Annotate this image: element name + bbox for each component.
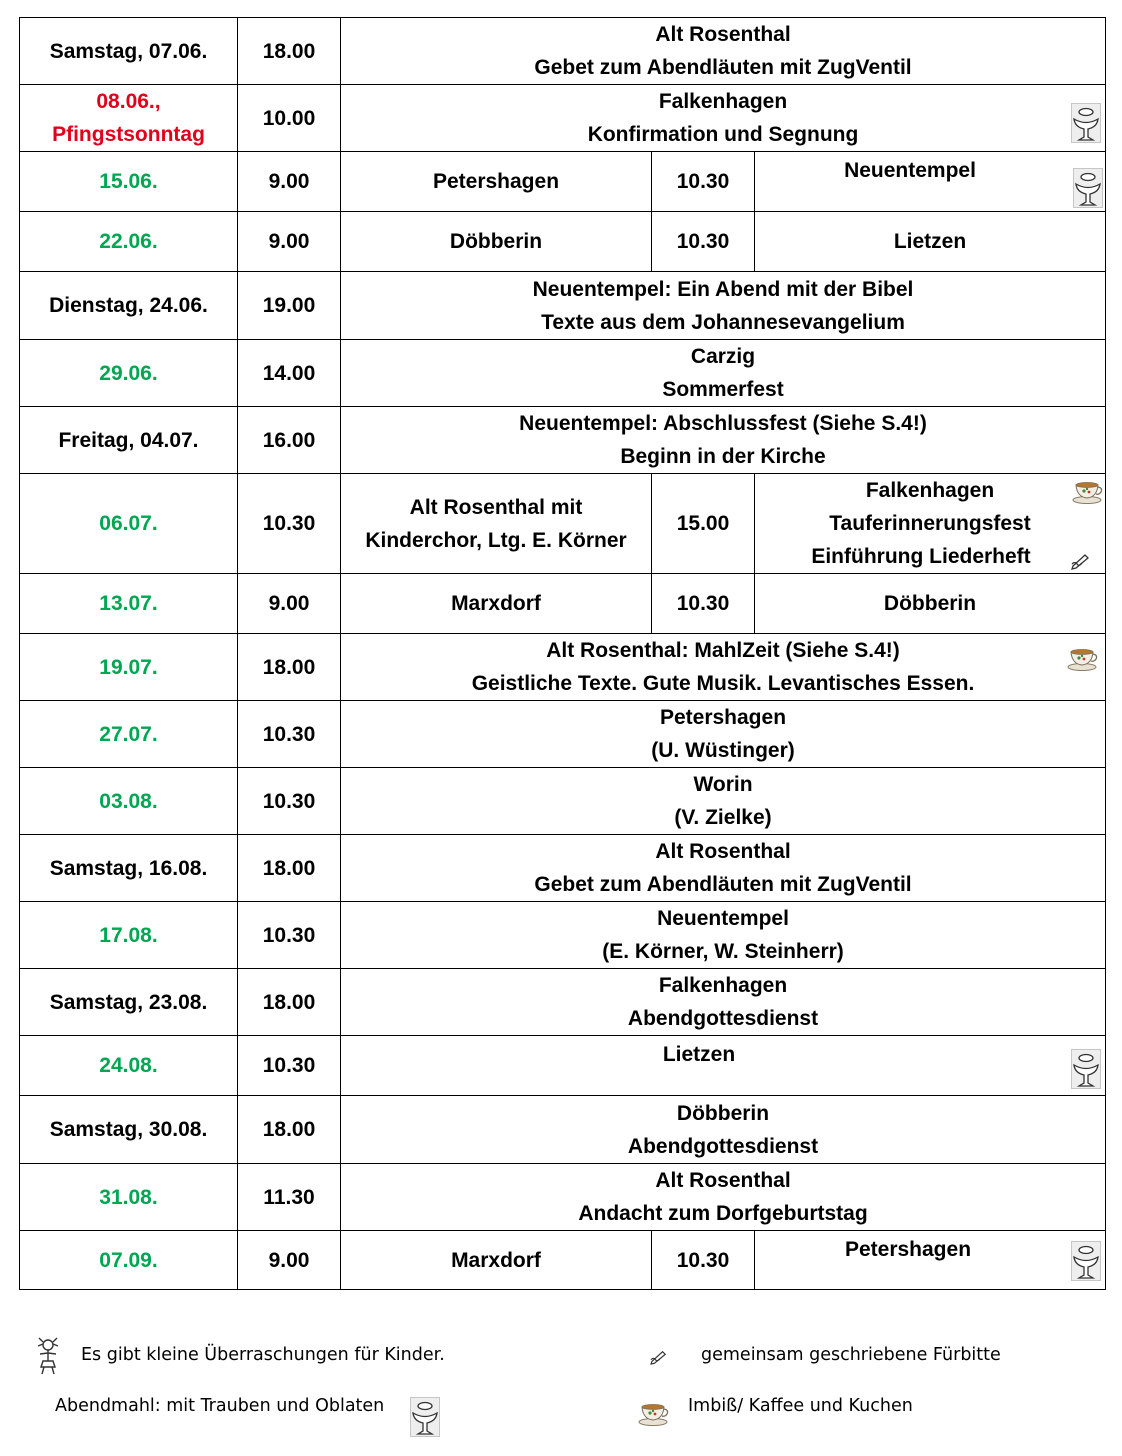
place-line: Tauferinnerungsfest (829, 512, 1031, 535)
time-cell: 10.30 (238, 474, 341, 574)
place-cell: Marxdorf (341, 1231, 652, 1290)
event-cell (341, 340, 1106, 407)
table-row (20, 902, 1106, 969)
table-row (20, 1164, 1106, 1231)
event-line: Beginn in der Kirche (620, 445, 826, 468)
place-line: Alt Rosenthal mit (409, 495, 583, 519)
table-row (20, 152, 1106, 212)
event-cell (341, 272, 1106, 340)
event-cell (341, 1096, 1106, 1164)
event-line: (V. Zielke) (674, 806, 772, 829)
event-line: Texte aus dem Johannesevangelium (541, 310, 905, 334)
time-cell: 9.00 (238, 152, 341, 212)
legend-snack-text: Imbiß/ Kaffee und Kuchen (688, 1396, 913, 1416)
event-line: Lietzen (662, 1043, 736, 1066)
table-row (20, 340, 1106, 407)
time-cell: 9.00 (238, 1231, 341, 1290)
date-line: Pfingstsonntag (52, 123, 205, 146)
communion-cup-icon (410, 1397, 440, 1437)
legend-intercession-text: gemeinsam geschriebene Fürbitte (701, 1345, 1001, 1365)
table-row (20, 1096, 1106, 1164)
time-cell: 14.00 (238, 340, 341, 407)
pen-icon (1071, 552, 1091, 570)
event-cell (341, 1036, 1106, 1096)
table-row (20, 85, 1106, 152)
date-cell: Samstag, 23.08. (20, 969, 238, 1036)
date-cell: Freitag, 04.07. (20, 407, 238, 474)
coffee-cup-icon (1067, 644, 1099, 672)
place-line: Einführung Liederheft (811, 545, 1031, 568)
date-cell: 17.08. (20, 902, 238, 969)
event-line: Geistliche Texte. Gute Musik. Levantisches Essen. (471, 672, 975, 695)
date-cell: 24.08. (20, 1036, 238, 1096)
date-cell: 03.08. (20, 768, 238, 835)
place-label: Petershagen (844, 1238, 972, 1261)
event-line: Petershagen (659, 706, 787, 729)
date-cell (20, 85, 238, 152)
time-cell: 9.00 (238, 574, 341, 634)
event-cell (341, 1164, 1106, 1231)
place-line: Kinderchor, Ltg. E. Körner (365, 528, 627, 552)
event-line: Alt Rosenthal (655, 1169, 791, 1192)
event-line: Döbberin (676, 1101, 770, 1125)
event-line: Abendgottesdienst (627, 1007, 819, 1030)
event-cell (341, 768, 1106, 835)
place-cell (755, 1231, 1106, 1290)
event-line: Carzig (690, 345, 756, 368)
place-cell: Lietzen (755, 212, 1106, 272)
date-line: 08.06., (96, 90, 161, 113)
event-line: Worin (693, 773, 753, 796)
date-cell: 31.08. (20, 1164, 238, 1231)
time-cell: 10.30 (652, 152, 755, 212)
communion-cup-icon (1073, 168, 1103, 208)
date-cell: Dienstag, 24.06. (20, 272, 238, 340)
table-row (20, 634, 1106, 701)
table-row (20, 701, 1106, 768)
place-label: Neuentempel (844, 159, 976, 182)
coffee-cup-icon (638, 1399, 670, 1427)
pen-icon (650, 1349, 668, 1365)
place-cell: Döbberin (755, 574, 1106, 634)
event-line: Gebet zum Abendläuten mit ZugVentil (534, 873, 912, 896)
date-cell: Samstag, 16.08. (20, 835, 238, 902)
event-line: (E. Körner, W. Steinherr) (602, 940, 844, 963)
communion-cup-icon (1071, 1049, 1101, 1089)
legend-children-text: Es gibt kleine Überraschungen für Kinder. (81, 1345, 445, 1365)
date-cell: 22.06. (20, 212, 238, 272)
time-cell: 9.00 (238, 212, 341, 272)
table-row (20, 474, 1106, 574)
place-cell (755, 152, 1106, 212)
event-line: Neuentempel: Abschlussfest (Siehe S.4!) (519, 412, 927, 435)
event-cell (341, 407, 1106, 474)
date-cell: 19.07. (20, 634, 238, 701)
event-cell (341, 85, 1106, 152)
worship-schedule-table (19, 17, 1106, 1290)
time-cell: 18.00 (238, 1096, 341, 1164)
time-cell: 10.30 (652, 212, 755, 272)
communion-cup-icon (1071, 1241, 1101, 1281)
date-cell: 29.06. (20, 340, 238, 407)
time-cell: 10.30 (238, 1036, 341, 1096)
time-cell: 15.00 (652, 474, 755, 574)
date-cell: Samstag, 07.06. (20, 18, 238, 85)
event-cell (341, 701, 1106, 768)
date-cell: 13.07. (20, 574, 238, 634)
event-line: Alt Rosenthal: MahlZeit (Siehe S.4!) (546, 639, 900, 662)
place-cell: Döbberin (341, 212, 652, 272)
event-line: Falkenhagen (658, 974, 788, 997)
table-row (20, 574, 1106, 634)
table-row (20, 1036, 1106, 1096)
event-line: Alt Rosenthal (655, 23, 791, 46)
table-row (20, 212, 1106, 272)
table-row (20, 407, 1106, 474)
table-row (20, 18, 1106, 85)
event-cell (341, 634, 1106, 701)
time-cell: 18.00 (238, 835, 341, 902)
time-cell: 10.30 (238, 902, 341, 969)
date-cell: 07.09. (20, 1231, 238, 1290)
table-row (20, 1231, 1106, 1290)
time-cell: 19.00 (238, 272, 341, 340)
place-cell (341, 474, 652, 574)
communion-cup-icon (1071, 103, 1101, 143)
time-cell: 11.30 (238, 1164, 341, 1231)
time-cell: 18.00 (238, 634, 341, 701)
event-line: Neuentempel (657, 907, 789, 930)
date-cell: 27.07. (20, 701, 238, 768)
time-cell: 10.30 (652, 1231, 755, 1290)
date-cell: 15.06. (20, 152, 238, 212)
time-cell: 10.30 (238, 701, 341, 768)
event-line: Falkenhagen (658, 90, 788, 113)
time-cell: 18.00 (238, 969, 341, 1036)
legend-communion-text: Abendmahl: mit Trauben und Oblaten (55, 1396, 385, 1416)
time-cell: 16.00 (238, 407, 341, 474)
date-cell: 06.07. (20, 474, 238, 574)
child-figure-icon (34, 1337, 62, 1375)
event-cell (341, 18, 1106, 85)
event-line: Andacht zum Dorfgeburtstag (578, 1202, 868, 1225)
place-line: Falkenhagen (865, 479, 995, 502)
table-row (20, 768, 1106, 835)
event-line: (U. Wüstinger) (651, 739, 795, 762)
place-cell: Petershagen (341, 152, 652, 212)
event-cell (341, 969, 1106, 1036)
time-cell: 18.00 (238, 18, 341, 85)
event-line: Sommerfest (662, 378, 784, 401)
time-cell: 10.30 (652, 574, 755, 634)
table-row (20, 835, 1106, 902)
place-cell (755, 474, 1106, 574)
event-line: Konfirmation und Segnung (587, 123, 859, 146)
event-line: Alt Rosenthal (655, 840, 791, 863)
event-line: Neuentempel: Ein Abend mit der Bibel (532, 277, 914, 301)
event-cell (341, 902, 1106, 969)
place-cell: Marxdorf (341, 574, 652, 634)
date-cell: Samstag, 30.08. (20, 1096, 238, 1164)
event-line: Abendgottesdienst (627, 1134, 819, 1158)
table-row (20, 272, 1106, 340)
event-line: Gebet zum Abendläuten mit ZugVentil (534, 56, 912, 79)
event-cell (341, 835, 1106, 902)
time-cell: 10.30 (238, 768, 341, 835)
time-cell: 10.00 (238, 85, 341, 152)
coffee-cup-icon (1072, 477, 1104, 505)
table-row (20, 969, 1106, 1036)
